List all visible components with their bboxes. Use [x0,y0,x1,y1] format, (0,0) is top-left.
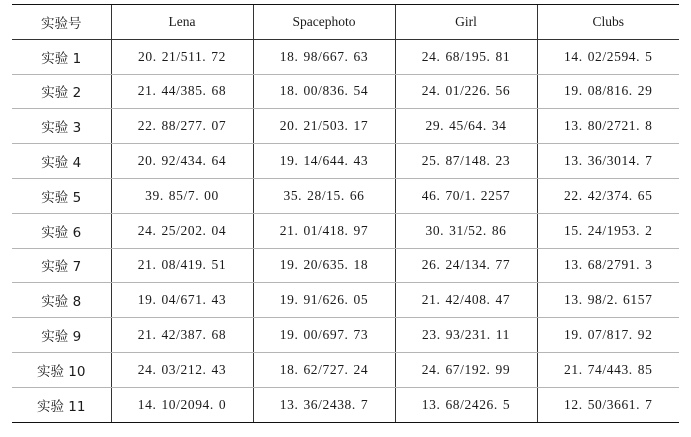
table-row [12,39,679,74]
row-label: 实验 4 [12,144,111,179]
header-girl: Girl [395,5,537,40]
header-spacephoto: Spacephoto [253,5,395,40]
table-row [12,74,679,109]
cell-girl: 24. 01/226. 56 [395,74,537,109]
cell-girl: 26. 24/134. 77 [395,248,537,283]
cell-lena: 24. 03/212. 43 [111,352,253,387]
table-row [12,387,679,422]
cell-lena: 19. 04/671. 43 [111,283,253,318]
cell-clubs: 22. 42/374. 65 [537,178,679,213]
cell-lena: 21. 44/385. 68 [111,74,253,109]
row-label: 实验 2 [12,74,111,109]
cell-girl: 23. 93/231. 11 [395,318,537,353]
row-label: 实验 7 [12,248,111,283]
cell-girl: 25. 87/148. 23 [395,144,537,179]
table-row [12,283,679,318]
cell-spacephoto: 19. 00/697. 73 [253,318,395,353]
cell-girl: 24. 67/192. 99 [395,352,537,387]
cell-spacephoto: 19. 14/644. 43 [253,144,395,179]
cell-spacephoto: 35. 28/15. 66 [253,178,395,213]
row-label: 实验 6 [12,213,111,248]
row-label: 实验 1 [12,39,111,74]
cell-spacephoto: 13. 36/2438. 7 [253,387,395,422]
cell-lena: 24. 25/202. 04 [111,213,253,248]
header-experiment-number: 实验号 [12,5,111,40]
cell-clubs: 14. 02/2594. 5 [537,39,679,74]
cell-spacephoto: 18. 00/836. 54 [253,74,395,109]
cell-lena: 20. 21/511. 72 [111,39,253,74]
cell-girl: 21. 42/408. 47 [395,283,537,318]
header-lena: Lena [111,5,253,40]
cell-clubs: 19. 07/817. 92 [537,318,679,353]
cell-clubs: 21. 74/443. 85 [537,352,679,387]
cell-clubs: 15. 24/1953. 2 [537,213,679,248]
cell-lena: 39. 85/7. 00 [111,178,253,213]
cell-lena: 21. 08/419. 51 [111,248,253,283]
cell-lena: 21. 42/387. 68 [111,318,253,353]
row-label: 实验 9 [12,318,111,353]
cell-girl: 24. 68/195. 81 [395,39,537,74]
cell-spacephoto: 21. 01/418. 97 [253,213,395,248]
cell-spacephoto: 18. 62/727. 24 [253,352,395,387]
table-row [12,248,679,283]
table-row [12,352,679,387]
header-clubs: Clubs [537,5,679,40]
cell-clubs: 13. 98/2. 6157 [537,283,679,318]
cell-lena: 14. 10/2094. 0 [111,387,253,422]
cell-spacephoto: 20. 21/503. 17 [253,109,395,144]
cell-clubs: 19. 08/816. 29 [537,74,679,109]
row-label: 实验 8 [12,283,111,318]
cell-girl: 29. 45/64. 34 [395,109,537,144]
table-row [12,213,679,248]
table-body [12,39,679,422]
table-row [12,144,679,179]
row-label: 实验 5 [12,178,111,213]
cell-girl: 30. 31/52. 86 [395,213,537,248]
table-row [12,318,679,353]
cell-clubs: 13. 80/2721. 8 [537,109,679,144]
cell-spacephoto: 19. 20/635. 18 [253,248,395,283]
row-label: 实验 10 [12,352,111,387]
cell-lena: 20. 92/434. 64 [111,144,253,179]
cell-lena: 22. 88/277. 07 [111,109,253,144]
header-row [12,5,679,40]
results-table-container [12,4,679,423]
results-table [12,4,679,423]
table-header [12,5,679,40]
cell-girl: 13. 68/2426. 5 [395,387,537,422]
cell-spacephoto: 19. 91/626. 05 [253,283,395,318]
row-label: 实验 3 [12,109,111,144]
cell-clubs: 13. 68/2791. 3 [537,248,679,283]
table-row [12,109,679,144]
cell-spacephoto: 18. 98/667. 63 [253,39,395,74]
row-label: 实验 11 [12,387,111,422]
cell-clubs: 12. 50/3661. 7 [537,387,679,422]
cell-girl: 46. 70/1. 2257 [395,178,537,213]
cell-clubs: 13. 36/3014. 7 [537,144,679,179]
table-row [12,178,679,213]
